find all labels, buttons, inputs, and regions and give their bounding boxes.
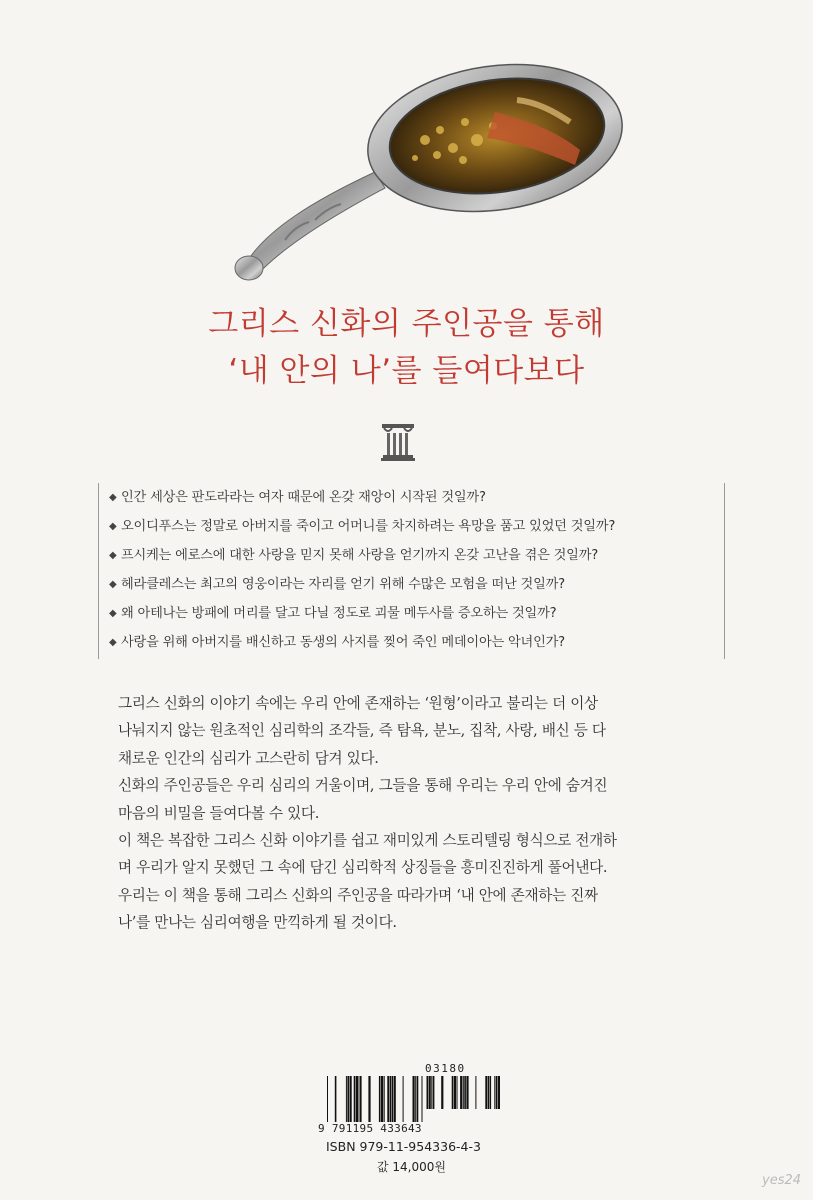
question-item: ◆ 헤라클레스는 최고의 영웅이라는 자리를 얻기 위해 수많은 모험을 떠난 것일까? [99,570,724,599]
question-box [98,483,725,659]
bullet-icon: ◆ [109,579,117,590]
isbn-text: ISBN 979-11-954336-4-3 [326,1139,481,1154]
description-line: 나눠지지 않는 원초적인 심리학의 조각들, 즉 탐욕, 분노, 집착, 사랑, 배신 등 다 [118,722,606,740]
question-item: ◆ 왜 아테나는 방패에 머리를 달고 다닐 정도로 괴물 메두사를 증오하는 것일까? [99,599,724,628]
question-item: ◆ 오이디푸스는 정말로 아버지를 죽이고 어머니를 차지하려는 욕망을 품고 있었던 것일까? [99,512,724,541]
description-line: 그리스 신화의 이야기 속에는 우리 안에 존재하는 ‘원형’이라고 불리는 더 이상 [118,695,598,712]
barcode-addon-number: 03180 [425,1062,466,1075]
description-line: 나’를 만나는 심리여행을 만끽하게 될 것이다. [118,914,397,932]
hand-mirror-illustration [225,60,625,290]
description-line: 마음의 비밀을 들여다볼 수 있다. [118,804,320,822]
headline-line-1: 그리스 신화의 주인공을 통해 [208,306,605,342]
isbn-barcode [327,1076,423,1122]
description-line: 며 우리가 알지 못했던 그 속에 담긴 심리학적 상징들을 흥미진진하게 풀어낸다. [118,859,608,877]
question-item: ◆ 사랑을 위해 아버지를 배신하고 동생의 사지를 찢어 죽인 메데이아는 악녀인가? [99,628,724,657]
bullet-icon: ◆ [109,637,117,648]
book-description [118,690,698,937]
headline-line-2: ‘내 안의 나’를 들여다보다 [228,353,585,389]
greek-column-icon [380,422,416,462]
description-line: 이 책은 복잡한 그리스 신화 이야기를 쉽고 재미있게 스토리텔링 형식으로 전개하 [118,832,617,850]
price-text: 값 14,000원 [377,1160,446,1174]
bullet-icon: ◆ [109,521,117,532]
bullet-icon: ◆ [109,608,117,619]
watermark: yes24 [762,1173,802,1188]
bullet-icon: ◆ [109,550,117,561]
barcode-number: 9 791195 433643 [318,1122,422,1135]
description-line: 채로운 인간의 심리가 고스란히 담겨 있다. [118,749,379,767]
bullet-icon: ◆ [109,492,117,503]
question-list [99,483,724,657]
description-line: 우리는 이 책을 통해 그리스 신화의 주인공을 따라가며 ‘내 안에 존재하는 진짜 [118,886,598,904]
question-item: ◆ 인간 세상은 판도라라는 여자 때문에 온갖 재앙이 시작된 것일까? [99,483,724,512]
description-line: 신화의 주인공들은 우리 심리의 거울이며, 그들을 통해 우리는 우리 안에 숨겨진 [118,777,608,795]
addon-barcode [425,1076,500,1109]
question-item: ◆ 프시케는 에로스에 대한 사랑을 믿지 못해 사랑을 얻기까지 온갖 고난을 겪은 것일까? [99,541,724,570]
